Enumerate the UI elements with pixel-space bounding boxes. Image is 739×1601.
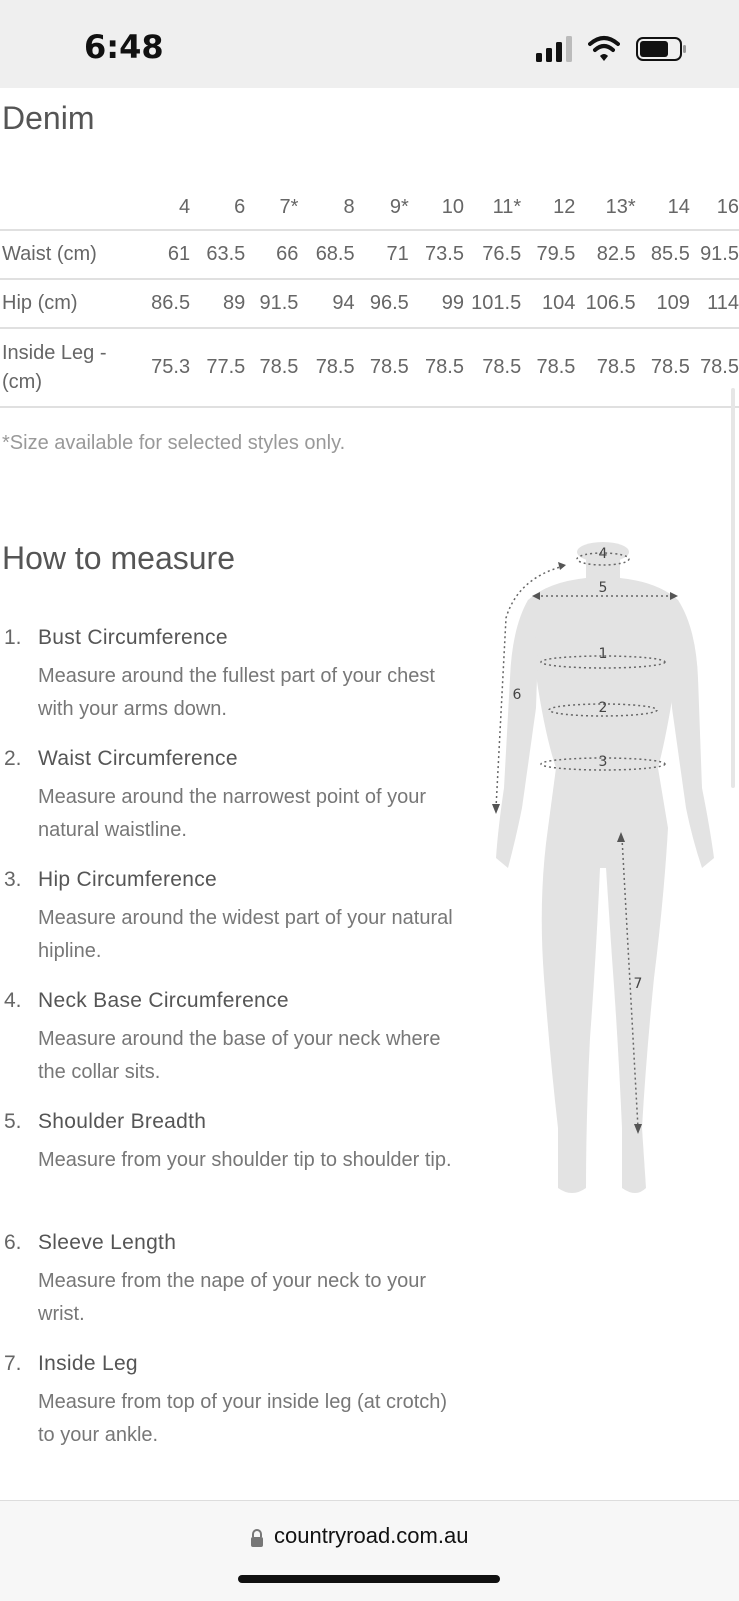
step-description: Measure around the fullest part of your chest with your arms down. (38, 665, 435, 720)
url-text[interactable]: countryroad.com.au (274, 1523, 469, 1548)
size-column-header: 16 (716, 196, 739, 218)
table-cell: 94 (332, 292, 355, 314)
table-cell: 78.5 (425, 356, 464, 378)
step-title: Bust Circumference (38, 626, 228, 649)
table-cell: 114 (707, 292, 739, 314)
status-bar (0, 0, 739, 88)
size-header-row (0, 186, 739, 230)
table-cell: 78.5 (369, 356, 409, 378)
step-title: Inside Leg (38, 1352, 138, 1375)
size-column-header: 13* (605, 196, 636, 218)
table-cell: 76.5 (482, 243, 522, 265)
table-row (0, 328, 739, 407)
row-label: Hip (cm) (2, 292, 78, 314)
how-to-measure-title: How to measure (2, 540, 235, 576)
size-footnote: *Size available for selected styles only. (2, 432, 346, 454)
size-column-header: 8 (343, 196, 355, 218)
table-cell: 101.5 (471, 292, 522, 314)
step-title: Neck Base Circumference (38, 989, 289, 1012)
figure-label: 4 (598, 546, 608, 562)
scrollbar[interactable] (731, 388, 735, 788)
signal-icon (536, 36, 574, 62)
row-label: Waist (cm) (2, 243, 97, 265)
step-number: 3. (4, 868, 22, 891)
table-row (0, 230, 739, 279)
table-cell: 106.5 (585, 292, 636, 314)
table-cell: 75.3 (151, 356, 191, 378)
table-cell: 85.5 (650, 243, 690, 265)
figure-label: 2 (598, 700, 608, 716)
step-description: Measure from your shoulder tip to shoulder tip. (38, 1149, 452, 1171)
table-cell: 66 (276, 243, 299, 265)
body-silhouette (496, 542, 714, 1193)
step-title: Hip Circumference (38, 868, 217, 891)
table-cell: 77.5 (206, 356, 246, 378)
step-number: 5. (4, 1110, 22, 1133)
table-cell: 99 (441, 292, 464, 314)
table-cell: 109 (656, 292, 690, 314)
row-label (0, 328, 137, 407)
table-cell: 78.5 (596, 356, 636, 378)
wifi-icon (588, 34, 620, 62)
size-table (0, 186, 739, 408)
step-description: Measure around the narrowest point of your natural waistline. (38, 786, 426, 841)
list-item (0, 868, 460, 989)
step-description: Measure from the nape of your neck to your wrist. (38, 1270, 426, 1325)
table-cell: 96.5 (369, 292, 409, 314)
table-cell: 78.5 (650, 356, 690, 378)
row-label-line: Inside Leg - (2, 341, 107, 364)
table-cell: 89 (223, 292, 246, 314)
size-column-header: 12 (553, 196, 576, 218)
size-column-header: 14 (667, 196, 690, 218)
table-cell: 68.5 (315, 243, 355, 265)
step-number: 1. (4, 626, 22, 649)
home-indicator[interactable] (238, 1575, 500, 1583)
status-time: 6:48 (84, 28, 164, 66)
list-item (0, 1231, 460, 1352)
table-cell: 61 (167, 243, 191, 265)
lock-icon (250, 1529, 264, 1547)
list-item (0, 1352, 460, 1473)
table-cell: 63.5 (206, 243, 246, 265)
table-cell: 104 (542, 292, 576, 314)
table-cell: 73.5 (425, 243, 464, 265)
step-number: 7. (4, 1352, 22, 1375)
list-item (0, 626, 460, 747)
step-description: Measure around the widest part of your natural hipline. (38, 907, 453, 962)
table-cell: 79.5 (536, 243, 576, 265)
size-column-header: 10 (441, 196, 464, 218)
figure-label: 5 (598, 580, 608, 596)
table-row (0, 279, 739, 328)
step-number: 2. (4, 747, 22, 770)
figure-label: 7 (633, 976, 643, 992)
figure-label: 1 (598, 646, 608, 662)
size-column-header: 6 (234, 196, 246, 218)
step-number: 6. (4, 1231, 22, 1254)
measure-steps-list (0, 626, 460, 1473)
list-item (0, 989, 460, 1110)
step-description: Measure around the base of your neck where the collar sits. (38, 1028, 441, 1083)
table-cell: 82.5 (596, 243, 636, 265)
step-number: 4. (4, 989, 22, 1012)
body-measurement-figure (488, 538, 728, 1218)
size-column-header: 9* (389, 196, 409, 218)
table-cell: 78.5 (700, 356, 739, 378)
step-title: Waist Circumference (38, 747, 238, 770)
table-cell: 86.5 (151, 292, 191, 314)
table-cell: 71 (386, 243, 409, 265)
page-content (0, 88, 739, 1500)
table-cell: 78.5 (536, 356, 576, 378)
size-column-header: 4 (178, 196, 191, 218)
size-guide-title: Denim (2, 100, 95, 136)
step-description: Measure from top of your inside leg (at crotch) to your ankle. (38, 1391, 448, 1446)
browser-url-bar[interactable] (0, 1500, 739, 1601)
size-column-header: 7* (279, 196, 299, 218)
battery-icon (636, 37, 688, 61)
list-item (0, 747, 460, 868)
figure-label: 6 (512, 687, 522, 703)
status-icons (536, 34, 686, 64)
row-label-line: (cm) (2, 370, 42, 393)
table-cell: 78.5 (259, 356, 299, 378)
step-title: Shoulder Breadth (38, 1110, 207, 1133)
table-cell: 78.5 (315, 356, 355, 378)
step-title: Sleeve Length (38, 1231, 177, 1254)
size-column-header: 11* (492, 196, 522, 218)
figure-label: 3 (598, 754, 608, 770)
table-cell: 91.5 (259, 292, 299, 314)
list-item (0, 1110, 460, 1231)
table-cell: 78.5 (482, 356, 522, 378)
table-cell: 91.5 (700, 243, 739, 265)
